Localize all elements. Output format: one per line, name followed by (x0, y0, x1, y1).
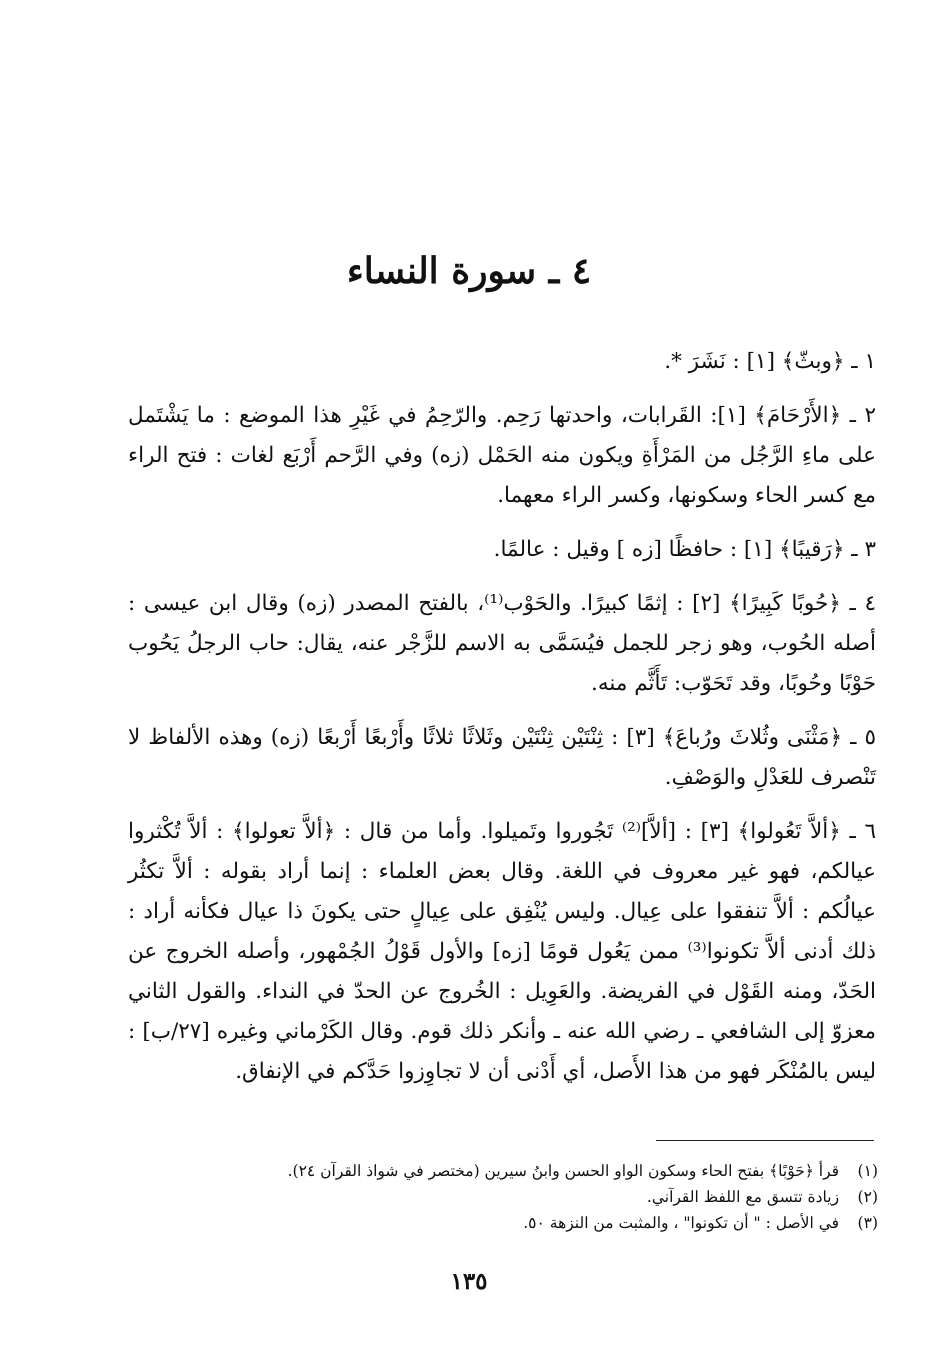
footnote-text: قرأ ﴿حَوْبًا﴾ بفتح الحاء وسكون الواو الحسن وابنُ سيرين (مختصر في شواذ القرآن ٢٤). (287, 1162, 840, 1180)
footnote-item (118, 1158, 878, 1184)
footnotes (118, 1158, 878, 1236)
footnote-number: (٣) (857, 1214, 878, 1232)
footnote-text: زيادة تتسق مع اللفظ القرآني. (646, 1188, 840, 1206)
footnote-separator (656, 1140, 874, 1141)
entry-2: ٢ ـ ﴿الأَرْحَامَ﴾ [١]: القَرابات، واحدتها رَحِم. والرّحِمُ في غَيْرِ هذا الموضع : ما يَشْتَمل على ماءِ الرَّجُل من المَرْأَةِ ويكون منه الحَمْل (زه) وفي الرَّحم أَرْبَع لغات : فتح الراء مع كسر الحاء وسكونها، وكسر الراء معهما. (128, 403, 876, 508)
footnote-item (118, 1184, 878, 1210)
entry-3: ٣ ـ ﴿رَقيبًا﴾ [١] : حافظًا [زه ] وقيل : عالمًا. (493, 537, 876, 562)
page-number: ١٣٥ (450, 1268, 488, 1295)
surah-title: ٤ ـ سورة النساء (346, 250, 592, 292)
body-text (128, 342, 876, 1106)
footnote-text: في الأصل : " أن تكونوا" ، والمثبت من النزهة ٥٠. (523, 1214, 840, 1232)
footnote-number: (٢) (857, 1188, 878, 1206)
footnote-number: (١) (857, 1162, 878, 1180)
footnote-item (118, 1210, 878, 1236)
entry-4: ٤ ـ ﴿حُوبًا كَبِيرًا﴾ [٢] : إثمًا كبيرًا. والحَوْب⁽¹⁾، بالفتح المصدر (زه) وقال ابن عيسى : أصله الحُوب، وهو زجر للجمل فيُسَمَّى به الاسم للزَّجْر عنه، يقال: حاب الرجلُ يَحُوب حَوْبًا وحُوبًا، وقد تَحَوّب: تَأَثَّم منه. (128, 591, 876, 696)
entry-5: ٥ ـ ﴿مَثْنَى وثُلاثَ ورُباعَ﴾ [٣] : ثِنْتَيْن ثِنْتَيْن وثَلاثًا ثلاثًا وأَرْبعًا أَرْبعًا (زه) وهذه الألفاظ لا تَنْصرف للعَدْلِ والوَصْفِ. (128, 725, 876, 790)
entry-1: ١ ـ ﴿وبثّ﴾ [١] : نَشَرَ *. (664, 349, 876, 374)
entry-6: ٦ ـ ﴿ألاَّ تَعُولوا﴾ [٣] : [ألاَّ]⁽²⁾ تَجُوروا وتَميلوا. وأما من قال : ﴿ألاَّ تعولوا﴾ : ألاَّ تُكْثروا عيالكم، فهو غير معروف في اللغة. وقال بعض العلماء : إنما أراد بقوله : ألاَّ تكثُر عيالُكم : ألاَّ تنفقوا على عِيال. وليس يُنْفِق على عِيالٍ حتى يكونَ ذا عيال فكأنه أراد : ذلك أدنى ألاَّ تكونوا⁽³⁾ ممن يَعُول قومًا [زه] والأول قَوْلُ الجُمْهور، وأصله الخروج عن الحَدّ، ومنه القَوْل في الفريضة. والعَوِيل : الخُروج عن الحدّ في النداء. والقول الثاني معزوّ إلى الشافعي ـ رضي الله عنه ـ وأنكر ذلك قوم. وقال الكَرْماني وغيره [٢٧/ب] : ليس بالمُنْكَر فهو من هذا الأَصل، أي أَدْنى أن لا تجاوِزوا حَدَّكم في الإنفاق. (128, 819, 877, 1084)
